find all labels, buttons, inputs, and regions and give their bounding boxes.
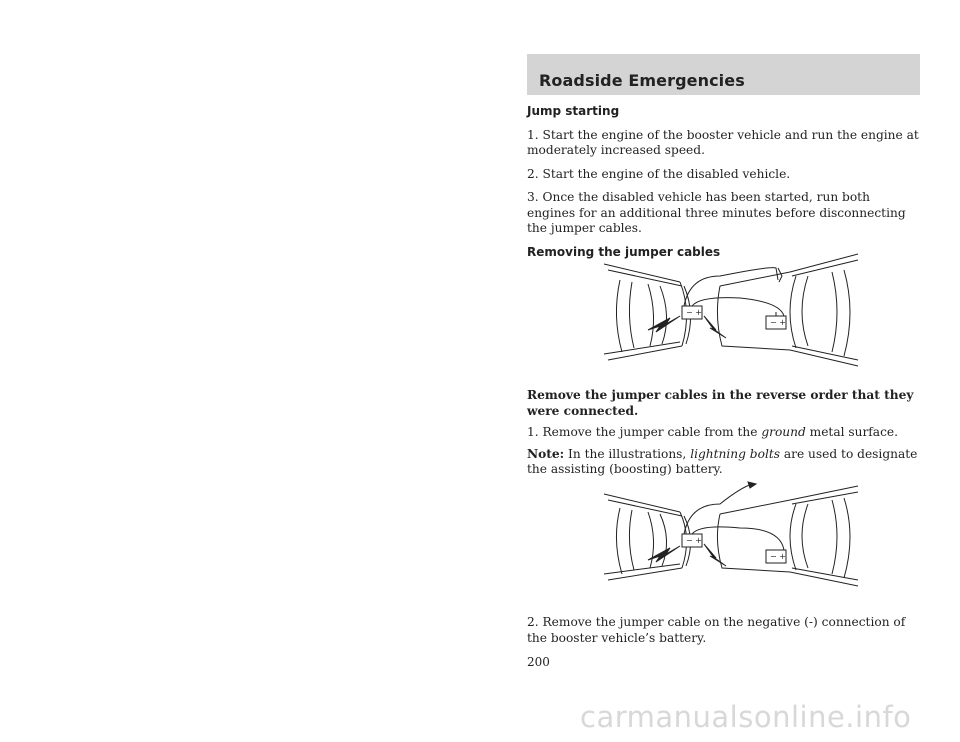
note-text: are used to designate the assisting (boosting) battery.	[527, 446, 918, 476]
emphasis-text: ground	[761, 425, 806, 439]
step-text: 3. Once the disabled vehicle has been started, run both engines for an additional three minutes before disconnecting the jumper cables.	[527, 190, 906, 235]
jumper-cable-illustration	[600, 246, 862, 380]
main-content	[527, 104, 920, 268]
svg-text:− +: − +	[686, 536, 702, 545]
removal-step-1	[527, 425, 920, 441]
note-paragraph	[527, 447, 920, 478]
step-text: 1. Remove the jumper cable from the	[527, 425, 762, 439]
section-header-bar	[527, 54, 920, 95]
emphasis-text: lightning bolts	[690, 446, 780, 461]
removing-cables-heading: Removing the jumper cables	[527, 244, 721, 259]
jump-starting-heading: Jump starting	[527, 104, 620, 118]
step-text: 2. Start the engine of the disabled vehicle.	[527, 166, 791, 181]
section-title: Roadside Emergencies	[539, 71, 745, 90]
note-label: Note:	[527, 446, 565, 461]
page-number: 200	[527, 655, 550, 669]
removal-intro: Remove the jumper cables in the reverse order that they were connected.	[527, 388, 914, 418]
step-text: 1. Start the engine of the booster vehicle and run the engine at moderately increased speed.	[527, 127, 919, 157]
svg-text:− +: − +	[686, 308, 702, 317]
svg-text:− +: − +	[770, 552, 786, 561]
jumper-cable-removal-illustration	[600, 478, 862, 596]
watermark: carmanualsonline.info	[580, 700, 912, 734]
note-text: In the illustrations,	[564, 446, 691, 461]
svg-text:− +: − +	[770, 318, 786, 327]
removal-text	[527, 388, 920, 478]
removal-step-2: 2. Remove the jumper cable on the negative (-) connection of the booster vehicle’s battery.	[527, 615, 906, 645]
step-text: metal surface.	[805, 425, 898, 439]
